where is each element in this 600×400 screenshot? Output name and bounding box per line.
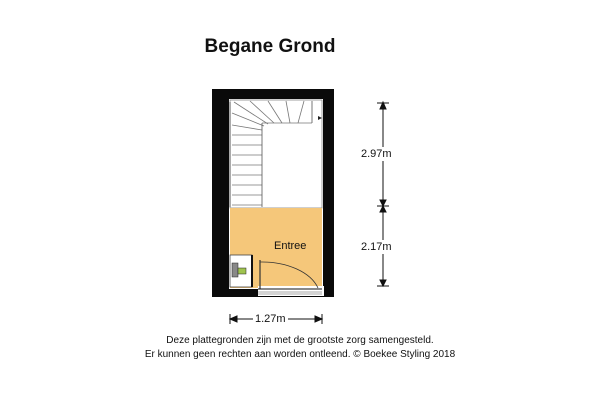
floor-title: Begane Grond <box>204 36 336 57</box>
dimension-lower-height: 2.17m <box>361 241 392 253</box>
vertical-dimension <box>377 102 389 286</box>
room-label-entree: Entree <box>274 240 307 252</box>
disclaimer-line-2: Er kunnen geen rechten aan worden ontleend. © Boekee Styling 2018 <box>144 349 456 360</box>
staircase <box>230 100 322 208</box>
meter-cupboard <box>230 255 252 287</box>
dimension-upper-height: 2.97m <box>361 148 392 160</box>
dimension-width: 1.27m <box>255 313 286 325</box>
disclaimer-line-1: Deze plattegronden zijn met de grootste zorg samengesteld. <box>166 335 434 346</box>
